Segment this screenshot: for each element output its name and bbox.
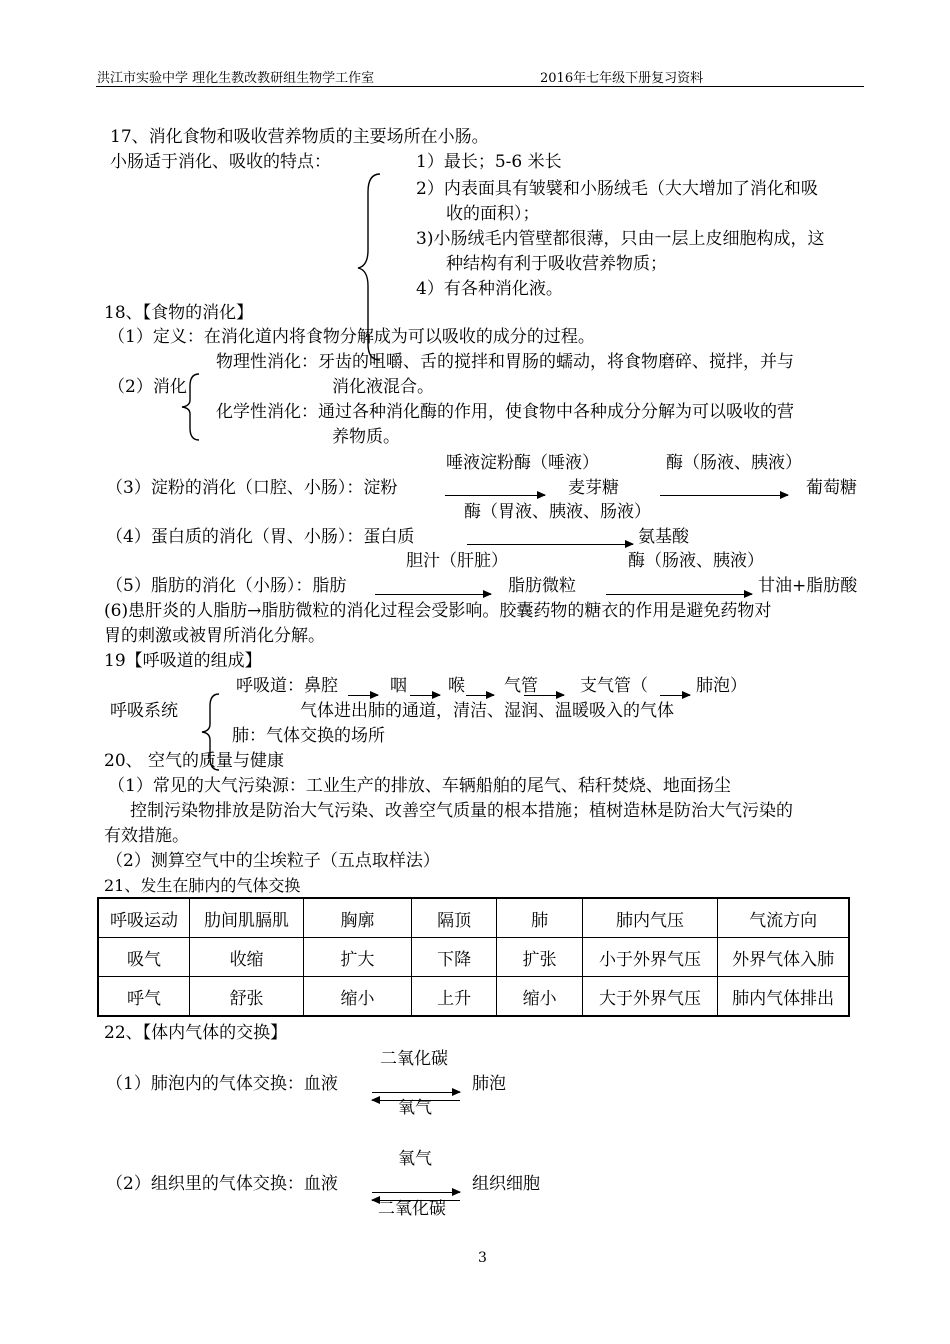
- s17-item-3: 3)小肠绒毛内管壁都很薄，只由一层上皮细胞构成，这: [416, 229, 825, 249]
- s19-arrow-1: [348, 695, 378, 696]
- s21-title: 21、发生在肺内的气体交换: [104, 876, 301, 895]
- s17-item-3-cont: 种结构有利于吸收营养物质；: [446, 254, 667, 274]
- table-cell: 小于外界气压: [582, 938, 717, 977]
- table-cell: 下降: [411, 938, 496, 977]
- table-header-row: [98, 898, 849, 938]
- page-number: 3: [478, 1250, 487, 1266]
- s18-chemical-1: 化学性消化：通过各种消化酶的作用，使食物中各种成分分解为可以吸收的营: [216, 402, 794, 422]
- fat-product: 甘油+脂肪酸: [758, 576, 858, 596]
- table-cell: 扩张: [497, 938, 582, 977]
- s18-kind-label: （2）消化: [108, 377, 187, 397]
- tissue-top: 氧气: [398, 1149, 432, 1169]
- header-right: 2016年七年级下册复习资料: [540, 71, 704, 86]
- table-header-cell: 气流方向: [718, 898, 849, 938]
- fat-middle: 脂肪微粒: [508, 576, 576, 596]
- table-header-cell: 呼吸运动: [98, 898, 190, 938]
- table-cell: 肺内气体排出: [718, 977, 849, 1017]
- s20-line2: 控制污染物排放是防治大气污染、改善空气质量的根本措施；植树造林是防治大气污染的: [130, 801, 793, 821]
- s18-note-1: (6)患肝炎的人脂肪→脂肪微粒的消化过程会受影响。胶囊药物的糖衣的作用是避免药物对: [104, 601, 772, 621]
- s19-tract-pharynx: 咽: [390, 676, 407, 696]
- s19-system: 呼吸系统: [110, 701, 178, 721]
- protein-arrow: [467, 544, 633, 545]
- fat-enzyme: 酶（肠液、胰液）: [628, 551, 764, 571]
- table-cell: 呼气: [98, 977, 190, 1017]
- table-cell: 缩小: [497, 977, 582, 1017]
- starch-arrow-1: [445, 495, 545, 496]
- alveolar-target: 肺泡: [472, 1074, 506, 1094]
- alveolar-label: （1）肺泡内的气体交换：血液: [106, 1074, 338, 1094]
- protein-label: （4）蛋白质的消化（胃、小肠）：蛋白质: [106, 527, 415, 547]
- table-header-cell: 隔顶: [411, 898, 496, 938]
- table-cell: 大于外界气压: [582, 977, 717, 1017]
- s17-item-4: 4）有各种消化液。: [416, 279, 563, 299]
- tissue-label: （2）组织里的气体交换：血液: [106, 1174, 338, 1194]
- gas-exchange-table: [97, 897, 850, 1017]
- s19-arrow-5: [660, 695, 690, 696]
- s18-physical-1: 物理性消化：牙齿的咀嚼、舌的搅拌和胃肠的蠕动，将食物磨碎、搅拌，并与: [216, 352, 794, 372]
- s18-title: 18、【食物的消化】: [104, 303, 254, 323]
- header-left: 洪江市实验中学 理化生教改教研组生物学工作室: [97, 71, 375, 86]
- table-header-cell: 肺内气压: [582, 898, 717, 938]
- s19-lung: 肺：气体交换的场所: [232, 726, 385, 746]
- s17-line1: 17、消化食物和吸收营养物质的主要场所在小肠。: [110, 127, 489, 147]
- fat-bile: 胆汁（肝脏）: [406, 551, 508, 571]
- table-cell: 上升: [411, 977, 496, 1017]
- table-cell: 吸气: [98, 938, 190, 977]
- alveolar-arrow-right: [372, 1092, 460, 1093]
- alveolar-top: 二氧化碳: [380, 1049, 448, 1069]
- s19-tract-alveoli: 肺泡）: [696, 676, 747, 696]
- s18-physical-2: 消化液混合。: [332, 377, 434, 397]
- s19-arrow-2: [410, 695, 440, 696]
- s22-title: 22、【体内气体的交换】: [104, 1023, 288, 1043]
- s20-line1: （1）常见的大气污染源：工业生产的排放、车辆船舶的尾气、秸秆焚烧、地面扬尘: [108, 776, 731, 796]
- table-header-cell: 肺: [497, 898, 582, 938]
- table-cell: 缩小: [304, 977, 412, 1017]
- header-rule: [96, 86, 864, 87]
- s19-arrow-4: [524, 695, 564, 696]
- starch-product-1: 麦芽糖: [568, 478, 619, 498]
- s17-item-2-cont: 收的面积）；: [446, 204, 540, 224]
- s17-label: 小肠适于消化、吸收的特点：: [110, 152, 331, 172]
- protein-product: 氨基酸: [638, 527, 689, 547]
- starch-label: （3）淀粉的消化（口腔、小肠）：淀粉: [106, 478, 398, 498]
- starch-enzyme-1: 唾液淀粉酶（唾液）: [446, 453, 599, 473]
- s19-tract-label: 呼吸道：鼻腔: [236, 676, 338, 696]
- s20-line4: （2）测算空气中的尘埃粒子（五点取样法）: [106, 851, 440, 871]
- fat-arrow-2: [606, 594, 752, 595]
- tissue-arrow-right: [372, 1192, 460, 1193]
- tissue-bottom: 二氧化碳: [378, 1199, 446, 1219]
- s18-brace: [180, 372, 202, 442]
- protein-enzyme: 酶（胃液、胰液、肠液）: [464, 502, 651, 522]
- s19-tract-larynx: 喉: [448, 676, 465, 696]
- starch-enzyme-2: 酶（肠液、胰液）: [666, 453, 802, 473]
- s18-note-2: 胃的刺激或被胃所消化分解。: [104, 626, 325, 646]
- fat-arrow-1: [375, 594, 491, 595]
- s19-tract-bronchi: 支气管（: [580, 676, 648, 696]
- table-header-cell: 肋间肌膈肌: [190, 898, 304, 938]
- s17-item-2: 2）内表面具有皱襞和小肠绒毛（大大增加了消化和吸: [416, 179, 818, 199]
- s18-chemical-2: 养物质。: [332, 427, 400, 447]
- s18-definition: （1）定义：在消化道内将食物分解成为可以吸收的成分的过程。: [108, 327, 595, 347]
- fat-label: （5）脂肪的消化（小肠）：脂肪: [106, 576, 347, 596]
- table-row: [98, 938, 849, 977]
- s19-title: 19【呼吸道的组成】: [104, 651, 262, 671]
- s19-arrow-3: [466, 695, 494, 696]
- table-cell: 收缩: [190, 938, 304, 977]
- table-cell: 扩大: [304, 938, 412, 977]
- s19-tract-desc: 气体进出肺的通道，清洁、湿润、温暖吸入的气体: [300, 701, 674, 721]
- tissue-target: 组织细胞: [472, 1174, 540, 1194]
- s19-tract-trachea: 气管: [504, 676, 538, 696]
- starch-arrow-2: [660, 495, 788, 496]
- table-row: [98, 977, 849, 1017]
- table-cell: 外界气体入肺: [718, 938, 849, 977]
- s17-item-1: 1）最长；5-6 米长: [416, 152, 562, 172]
- table-cell: 舒张: [190, 977, 304, 1017]
- alveolar-bottom: 氧气: [398, 1098, 432, 1118]
- s20-title: 20、 空气的质量与健康: [104, 751, 285, 771]
- starch-product-2: 葡萄糖: [806, 478, 857, 498]
- table-header-cell: 胸廓: [304, 898, 412, 938]
- s20-line3: 有效措施。: [104, 826, 189, 846]
